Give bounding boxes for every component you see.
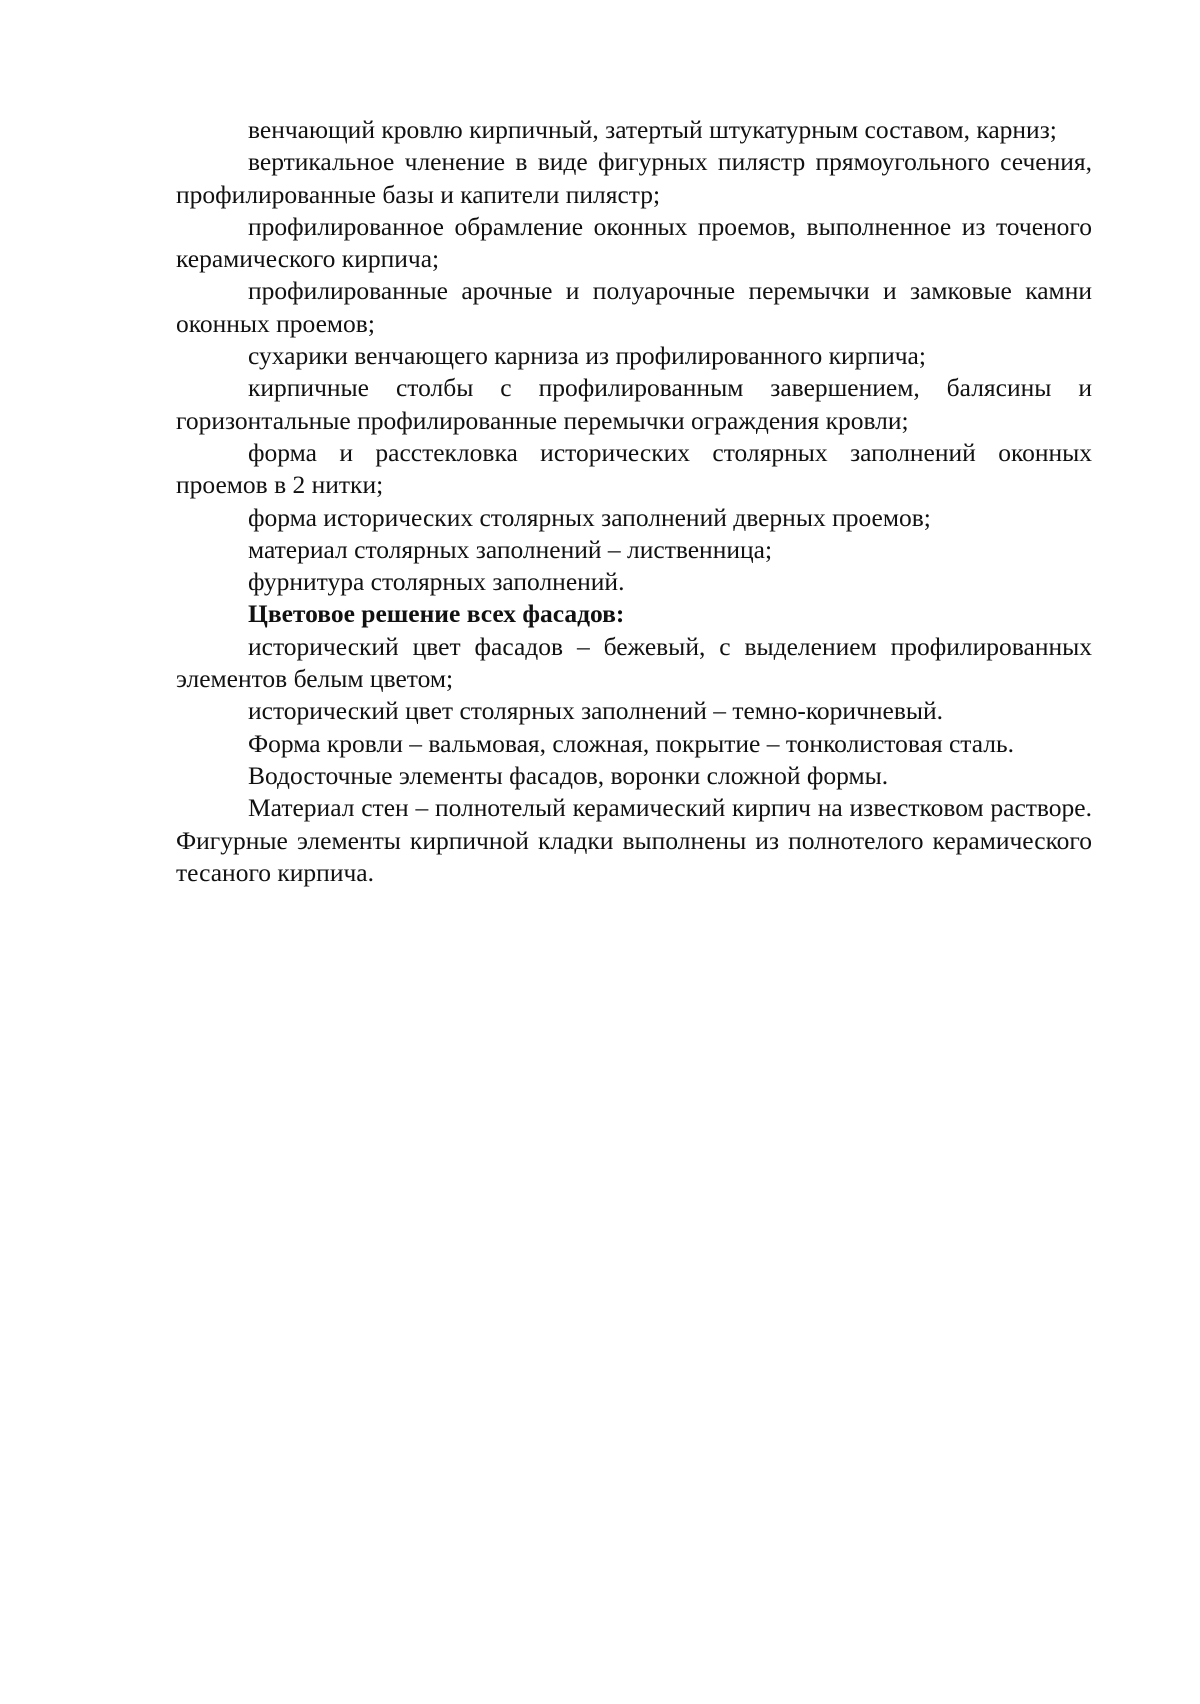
paragraph-joinery-color: исторический цвет столярных заполнений – темно-коричневый. [248, 696, 944, 726]
paragraph-door-joinery: форма исторических столярных заполнений дверных проемов; [248, 502, 931, 532]
paragraph-roof-form: Форма кровли – вальмовая, сложная, покрытие – тонколистовая сталь. [248, 728, 1014, 758]
paragraph-joinery-hardware: фурнитура столярных заполнений. [248, 567, 625, 597]
color-section-heading: Цветовое решение всех фасадов: [248, 599, 625, 629]
paragraph-window-joinery: форма и расстекловка исторических столярных заполнений оконных проемов в 2 нитки; [176, 437, 1092, 500]
paragraph-wall-material: Материал стен – полнотелый керамический кирпич на известковом растворе. Фигурные элементы кирпичной кладки выполнены из полнотелого керамического тесаного кирпича. [176, 793, 1092, 887]
paragraph-facade-color: исторический цвет фасадов – бежевый, с выделением профилированных элементов белым цветом; [176, 631, 1092, 694]
paragraph-drainage: Водосточные элементы фасадов, воронки сложной формы. [248, 760, 889, 790]
paragraph-roof-railing: кирпичные столбы с профилированным завершением, балясины и горизонтальные профилированные перемычки ограждения кровли; [176, 373, 1092, 435]
paragraph-arched-lintels: профилированные арочные и полуарочные перемычки и замковые камни оконных проемов; [176, 276, 1092, 338]
paragraph-pilasters: вертикальное членение в виде фигурных пилястр прямоугольного сечения, профилированные базы и капители пилястр; [176, 147, 1092, 209]
paragraph-cornice-dentils: сухарики венчающего карниза из профилированного кирпича; [248, 341, 926, 371]
paragraph-cornice: венчающий кровлю кирпичный, затертый штукатурным составом, карниз; [248, 115, 1057, 144]
paragraph-joinery-material: материал столярных заполнений – лиственница; [248, 534, 773, 564]
paragraph-window-framing: профилированное обрамление оконных проемов, выполненное из точеного керамического кирпича; [176, 211, 1092, 274]
document-body [176, 114, 1092, 889]
